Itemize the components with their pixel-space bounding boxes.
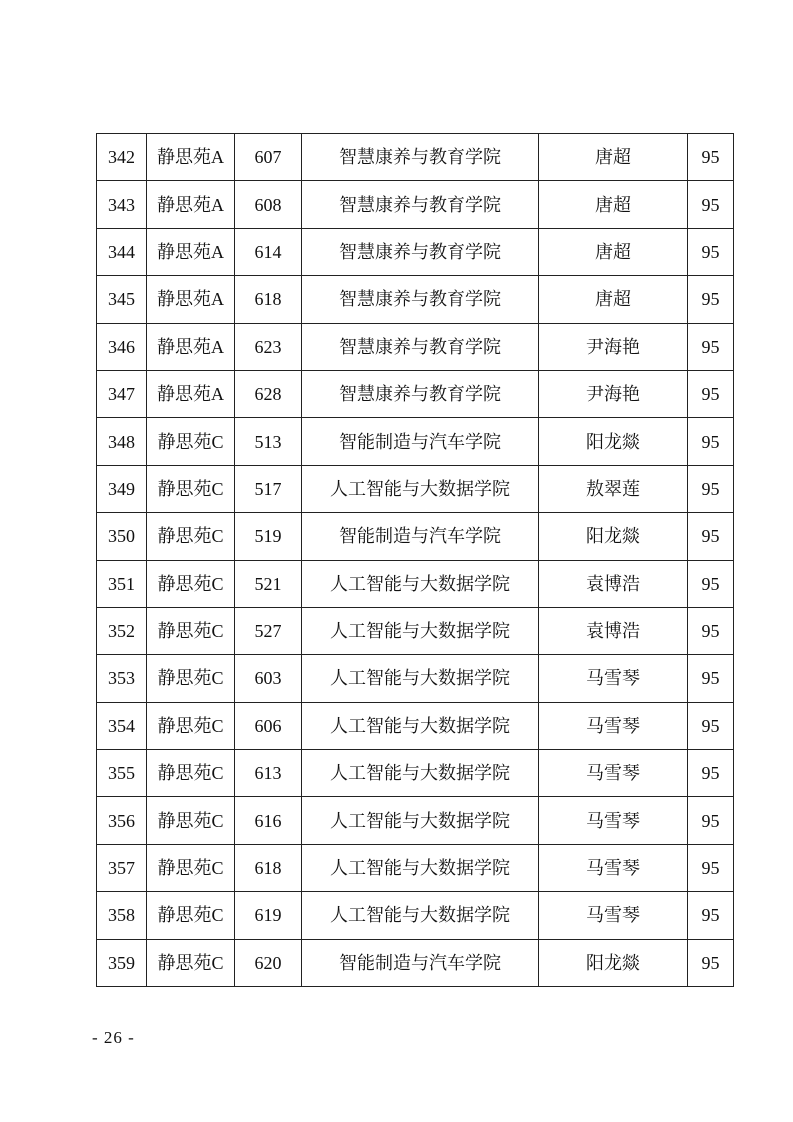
score-cell: 95 <box>688 750 734 797</box>
room-number-cell: 603 <box>235 655 302 702</box>
row-number-cell: 353 <box>97 655 147 702</box>
row-number-cell: 343 <box>97 181 147 228</box>
college-cell: 智能制造与汽车学院 <box>302 939 539 986</box>
counselor-cell: 马雪琴 <box>539 844 688 891</box>
room-number-cell: 616 <box>235 797 302 844</box>
room-number-cell: 613 <box>235 750 302 797</box>
score-cell: 95 <box>688 797 734 844</box>
table-row <box>97 513 734 560</box>
row-number-cell: 346 <box>97 323 147 370</box>
building-cell: 静思苑C <box>147 939 235 986</box>
counselor-cell: 阳龙燚 <box>539 939 688 986</box>
table-body <box>97 134 734 987</box>
college-cell: 人工智能与大数据学院 <box>302 750 539 797</box>
table-row <box>97 276 734 323</box>
table-row <box>97 418 734 465</box>
building-cell: 静思苑A <box>147 276 235 323</box>
score-cell: 95 <box>688 513 734 560</box>
college-cell: 智慧康养与教育学院 <box>302 181 539 228</box>
score-cell: 95 <box>688 228 734 275</box>
college-cell: 人工智能与大数据学院 <box>302 655 539 702</box>
counselor-cell: 唐超 <box>539 276 688 323</box>
table-row <box>97 702 734 749</box>
counselor-cell: 唐超 <box>539 134 688 181</box>
counselor-cell: 唐超 <box>539 228 688 275</box>
room-number-cell: 608 <box>235 181 302 228</box>
building-cell: 静思苑C <box>147 892 235 939</box>
row-number-cell: 351 <box>97 560 147 607</box>
counselor-cell: 马雪琴 <box>539 655 688 702</box>
counselor-cell: 马雪琴 <box>539 750 688 797</box>
room-number-cell: 618 <box>235 844 302 891</box>
row-number-cell: 342 <box>97 134 147 181</box>
score-cell: 95 <box>688 702 734 749</box>
room-number-cell: 619 <box>235 892 302 939</box>
building-cell: 静思苑C <box>147 655 235 702</box>
room-number-cell: 527 <box>235 607 302 654</box>
counselor-cell: 袁博浩 <box>539 560 688 607</box>
building-cell: 静思苑A <box>147 228 235 275</box>
room-number-cell: 517 <box>235 465 302 512</box>
room-number-cell: 618 <box>235 276 302 323</box>
table-row <box>97 323 734 370</box>
college-cell: 人工智能与大数据学院 <box>302 560 539 607</box>
score-cell: 95 <box>688 655 734 702</box>
table-row <box>97 607 734 654</box>
score-cell: 95 <box>688 465 734 512</box>
table-row <box>97 465 734 512</box>
table-row <box>97 797 734 844</box>
table-row <box>97 134 734 181</box>
row-number-cell: 347 <box>97 370 147 417</box>
table-row <box>97 939 734 986</box>
room-number-cell: 606 <box>235 702 302 749</box>
room-number-cell: 614 <box>235 228 302 275</box>
table-row <box>97 892 734 939</box>
row-number-cell: 357 <box>97 844 147 891</box>
building-cell: 静思苑A <box>147 134 235 181</box>
college-cell: 智能制造与汽车学院 <box>302 418 539 465</box>
score-cell: 95 <box>688 939 734 986</box>
counselor-cell: 尹海艳 <box>539 323 688 370</box>
table-row <box>97 655 734 702</box>
building-cell: 静思苑C <box>147 513 235 560</box>
college-cell: 人工智能与大数据学院 <box>302 465 539 512</box>
college-cell: 智慧康养与教育学院 <box>302 370 539 417</box>
score-cell: 95 <box>688 844 734 891</box>
college-cell: 人工智能与大数据学院 <box>302 702 539 749</box>
row-number-cell: 359 <box>97 939 147 986</box>
dormitory-score-table <box>96 133 734 987</box>
row-number-cell: 345 <box>97 276 147 323</box>
building-cell: 静思苑A <box>147 323 235 370</box>
building-cell: 静思苑A <box>147 181 235 228</box>
building-cell: 静思苑C <box>147 418 235 465</box>
row-number-cell: 358 <box>97 892 147 939</box>
room-number-cell: 521 <box>235 560 302 607</box>
table-row <box>97 370 734 417</box>
table-row <box>97 228 734 275</box>
counselor-cell: 马雪琴 <box>539 702 688 749</box>
college-cell: 智慧康养与教育学院 <box>302 323 539 370</box>
college-cell: 智能制造与汽车学院 <box>302 513 539 560</box>
score-cell: 95 <box>688 892 734 939</box>
room-number-cell: 628 <box>235 370 302 417</box>
row-number-cell: 354 <box>97 702 147 749</box>
building-cell: 静思苑C <box>147 560 235 607</box>
row-number-cell: 355 <box>97 750 147 797</box>
counselor-cell: 唐超 <box>539 181 688 228</box>
college-cell: 人工智能与大数据学院 <box>302 892 539 939</box>
building-cell: 静思苑A <box>147 370 235 417</box>
score-cell: 95 <box>688 276 734 323</box>
score-cell: 95 <box>688 323 734 370</box>
college-cell: 人工智能与大数据学院 <box>302 797 539 844</box>
score-cell: 95 <box>688 418 734 465</box>
building-cell: 静思苑C <box>147 844 235 891</box>
row-number-cell: 344 <box>97 228 147 275</box>
room-number-cell: 513 <box>235 418 302 465</box>
row-number-cell: 348 <box>97 418 147 465</box>
college-cell: 智慧康养与教育学院 <box>302 134 539 181</box>
row-number-cell: 356 <box>97 797 147 844</box>
table-row <box>97 560 734 607</box>
table-row <box>97 750 734 797</box>
score-cell: 95 <box>688 370 734 417</box>
counselor-cell: 敖翠莲 <box>539 465 688 512</box>
counselor-cell: 阳龙燚 <box>539 513 688 560</box>
counselor-cell: 袁博浩 <box>539 607 688 654</box>
building-cell: 静思苑C <box>147 702 235 749</box>
building-cell: 静思苑C <box>147 797 235 844</box>
score-cell: 95 <box>688 181 734 228</box>
table-row <box>97 844 734 891</box>
college-cell: 智慧康养与教育学院 <box>302 228 539 275</box>
row-number-cell: 350 <box>97 513 147 560</box>
college-cell: 智慧康养与教育学院 <box>302 276 539 323</box>
building-cell: 静思苑C <box>147 750 235 797</box>
score-cell: 95 <box>688 607 734 654</box>
counselor-cell: 马雪琴 <box>539 797 688 844</box>
page-number: - 26 - <box>92 1028 135 1047</box>
counselor-cell: 马雪琴 <box>539 892 688 939</box>
college-cell: 人工智能与大数据学院 <box>302 607 539 654</box>
score-cell: 95 <box>688 560 734 607</box>
room-number-cell: 620 <box>235 939 302 986</box>
college-cell: 人工智能与大数据学院 <box>302 844 539 891</box>
room-number-cell: 519 <box>235 513 302 560</box>
building-cell: 静思苑C <box>147 465 235 512</box>
room-number-cell: 607 <box>235 134 302 181</box>
row-number-cell: 349 <box>97 465 147 512</box>
room-number-cell: 623 <box>235 323 302 370</box>
score-cell: 95 <box>688 134 734 181</box>
counselor-cell: 阳龙燚 <box>539 418 688 465</box>
building-cell: 静思苑C <box>147 607 235 654</box>
table-row <box>97 181 734 228</box>
row-number-cell: 352 <box>97 607 147 654</box>
counselor-cell: 尹海艳 <box>539 370 688 417</box>
